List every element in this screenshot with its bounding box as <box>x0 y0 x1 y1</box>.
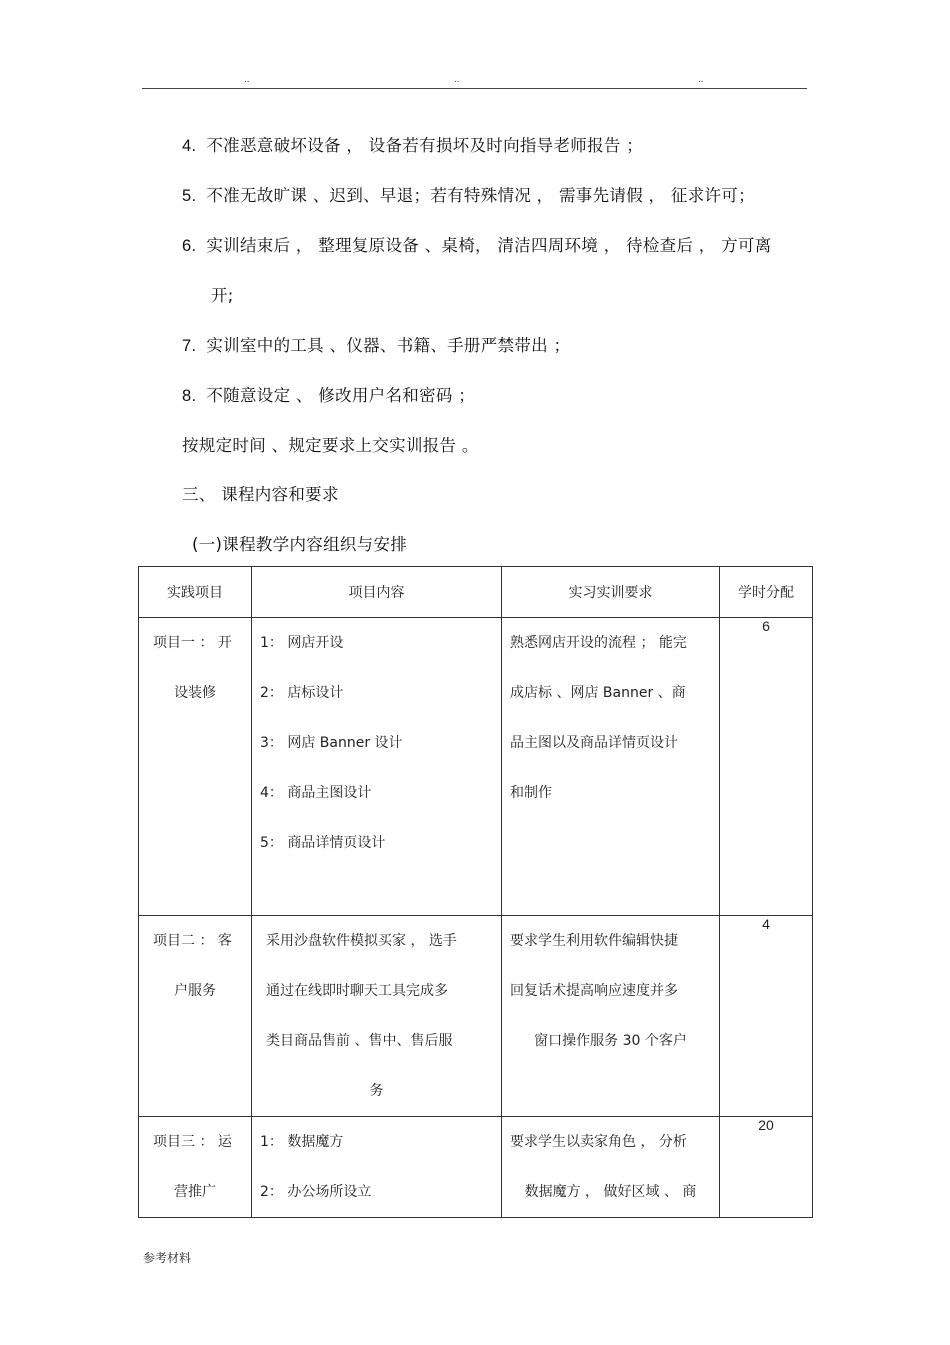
cell-line: 和制作 <box>510 785 552 801</box>
header-mark: .. <box>454 74 460 85</box>
cell-line: 成店标 、网店 Banner 、商 <box>510 685 686 701</box>
cell-line: 项目三 ： 运 <box>153 1134 232 1150</box>
project-cell <box>139 916 252 1117</box>
cell-line: 回复话术提高响应速度并多 <box>510 983 678 999</box>
hours-cell: 20 <box>720 1117 813 1218</box>
hours-cell: 4 <box>720 916 813 1117</box>
cell-line: 2： 店标设计 <box>260 685 344 701</box>
header-mark: .. <box>244 74 250 85</box>
project-cell <box>139 618 252 916</box>
rule-item: 5. 不准无故旷课 、迟到、早退；若有特殊情况 ， 需事先请假 ， 征求许可； <box>182 186 755 205</box>
rule-item: 7. 实训室中的工具 、仪器、书籍、手册严禁带出 ； <box>182 336 571 355</box>
footer-note: 参考材料 <box>143 1251 192 1265</box>
rule-item: 4. 不准恶意破坏设备 ， 设备若有损坏及时向指导老师报告 ； <box>182 136 644 155</box>
rule-item: 6. 实训结束后 ， 整理复原设备 、桌椅， 清洁四周环境 ， 待检查后 ， 方可离 <box>182 236 772 255</box>
table-row <box>139 916 813 1117</box>
content-cell <box>252 916 502 1117</box>
requirement-cell <box>502 916 720 1117</box>
subsection-heading: (一)课程教学内容组织与安排 <box>192 535 408 554</box>
closing-line: 按规定时间 、规定要求上交实训报告 。 <box>182 436 479 455</box>
cell-line: 类目商品售前 、售中、售后服 <box>266 1033 453 1049</box>
course-table <box>138 566 813 1218</box>
cell-line: 要求学生利用软件编辑快捷 <box>510 933 678 949</box>
cell-line: 窗口操作服务 30 个客户 <box>534 1033 687 1049</box>
content-cell <box>252 618 502 916</box>
section-heading: 三、 课程内容和要求 <box>182 485 339 504</box>
column-header: 项目内容 <box>252 567 502 618</box>
cell-line: 品主图以及商品详情页设计 <box>510 735 678 751</box>
rule-item: 8. 不随意设定 、 修改用户名和密码 ； <box>182 386 476 405</box>
cell-line: 户服务 <box>174 983 216 999</box>
table-row <box>139 1117 813 1218</box>
cell-line: 通过在线即时聊天工具完成多 <box>266 983 448 999</box>
cell-line: 项目一 ： 开 <box>153 635 232 651</box>
column-header: 学时分配 <box>720 567 813 618</box>
table-header-row <box>139 567 813 618</box>
cell-line: 要求学生以卖家角色 ， 分析 <box>510 1134 687 1150</box>
hours-cell: 6 <box>720 618 813 916</box>
cell-line: 数据魔方 ， 做好区域 、 商 <box>524 1184 697 1200</box>
cell-line: 项目二 ： 客 <box>153 933 232 949</box>
content-cell <box>252 1117 502 1218</box>
requirement-cell <box>502 618 720 916</box>
column-header: 实习实训要求 <box>502 567 720 618</box>
cell-line: 营推广 <box>174 1184 216 1200</box>
cell-line: 务 <box>369 1083 384 1099</box>
requirement-cell <box>502 1117 720 1218</box>
cell-line: 1： 网店开设 <box>260 635 344 651</box>
cell-line: 5： 商品详情页设计 <box>260 835 386 851</box>
cell-line: 采用沙盘软件模拟买家 ， 选手 <box>266 933 457 949</box>
cell-line: 熟悉网店开设的流程 ； 能完 <box>510 635 687 651</box>
header-mark: .. <box>698 74 704 85</box>
table-row <box>139 618 813 916</box>
project-cell <box>139 1117 252 1218</box>
cell-line: 2： 办公场所设立 <box>260 1184 372 1200</box>
column-header: 实践项目 <box>139 567 252 618</box>
header-rule <box>142 88 807 89</box>
cell-line: 设装修 <box>174 685 216 701</box>
cell-line: 3： 网店 Banner 设计 <box>260 735 403 751</box>
cell-line: 4： 商品主图设计 <box>260 785 372 801</box>
cell-line: 1： 数据魔方 <box>260 1134 344 1150</box>
rule-item-continuation: 开; <box>211 286 234 305</box>
